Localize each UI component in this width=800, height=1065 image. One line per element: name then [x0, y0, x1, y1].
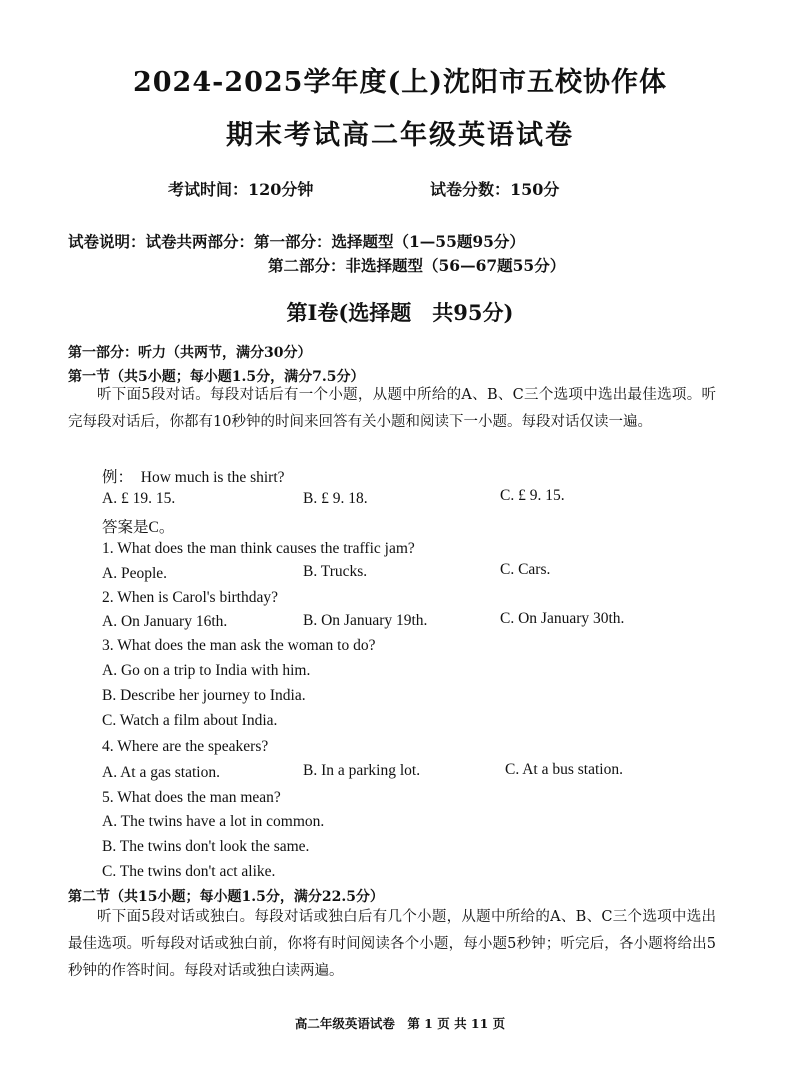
- question-2-option-c: C. On January 30th.: [500, 610, 625, 627]
- question-2-stem: 2. When is Carol's birthday?: [102, 589, 278, 606]
- part1-header: 第一部分：听力（共两节，满分30分）: [68, 345, 312, 361]
- question-1-stem: 1. What does the man think causes the traffic jam?: [102, 540, 415, 557]
- section1-instruction: 听下面5段对话。每段对话后有一个小题，从题中所给的A、B、C三个选项中选出最佳选项。听完每段对话后，你都有10秒钟的时间来回答有关小题和阅读下一小题。每段对话仅读一遍。: [68, 387, 716, 430]
- question-5-stem: 5. What does the man mean?: [102, 789, 281, 806]
- question-5-option-a: A. The twins have a lot in common.: [102, 813, 325, 830]
- exam-note-line1: 试卷说明：试卷共两部分：第一部分：选择题型（1—55题95分）: [68, 232, 525, 251]
- question-3-stem: 3. What does the man ask the woman to do?: [102, 637, 376, 654]
- exam-title-line2: 期末考试高二年级英语试卷: [226, 120, 574, 151]
- exam-note-line2: 第二部分：非选择题型（56—67题55分）: [268, 256, 566, 275]
- question-5-option-b: B. The twins don't look the same.: [102, 838, 310, 855]
- question-4-option-c: C. At a bus station.: [505, 761, 623, 778]
- question-2-option-b: B. On January 19th.: [303, 612, 428, 629]
- example-question: 例： How much is the shirt?: [102, 469, 285, 486]
- question-4-option-a: A. At a gas station.: [102, 764, 220, 781]
- example-answer: 答案是C。: [102, 519, 175, 536]
- section2-instruction: 听下面5段对话或独白。每段对话或独白后有几个小题，从题中所给的A、B、C三个选项中选出最佳选项。听每段对话或独白前，你将有时间阅读各个小题，每小题5秒钟；听完后，各小题将给出5秒钟的作答时间。每段对话或独白读两遍。: [68, 909, 716, 979]
- example-option-b: B. £ 9. 18.: [303, 490, 368, 507]
- question-3-option-c: C. Watch a film about India.: [102, 712, 278, 729]
- question-2-option-a: A. On January 16th.: [102, 613, 228, 630]
- question-1-option-c: C. Cars.: [500, 561, 551, 578]
- question-4-option-b: B. In a parking lot.: [303, 762, 421, 779]
- section2-header: 第二节（共15小题；每小题1.5分，满分22.5分）: [68, 889, 384, 905]
- page-footer: 高二年级英语试卷 第 1 页 共 11 页: [294, 1016, 506, 1031]
- question-1-option-a: A. People.: [102, 565, 168, 582]
- question-4-stem: 4. Where are the speakers?: [102, 738, 269, 755]
- question-1-option-b: B. Trucks.: [303, 563, 368, 580]
- exam-time: 考试时间：120分钟: [168, 180, 314, 199]
- question-3-option-b: B. Describe her journey to India.: [102, 687, 306, 704]
- section1-header: 第一节（共5小题；每小题1.5分，满分7.5分）: [68, 369, 365, 385]
- question-3-option-a: A. Go on a trip to India with him.: [102, 662, 311, 679]
- exam-score: 试卷分数：150分: [430, 180, 560, 199]
- volume-title: 第Ⅰ卷(选择题 共95分): [286, 300, 514, 325]
- example-option-c: C. £ 9. 15.: [500, 487, 565, 504]
- example-option-a: A. £ 19. 15.: [102, 490, 176, 507]
- exam-title-line1: 2024-2025学年度(上)沈阳市五校协作体: [132, 67, 668, 98]
- question-5-option-c: C. The twins don't act alike.: [102, 863, 276, 880]
